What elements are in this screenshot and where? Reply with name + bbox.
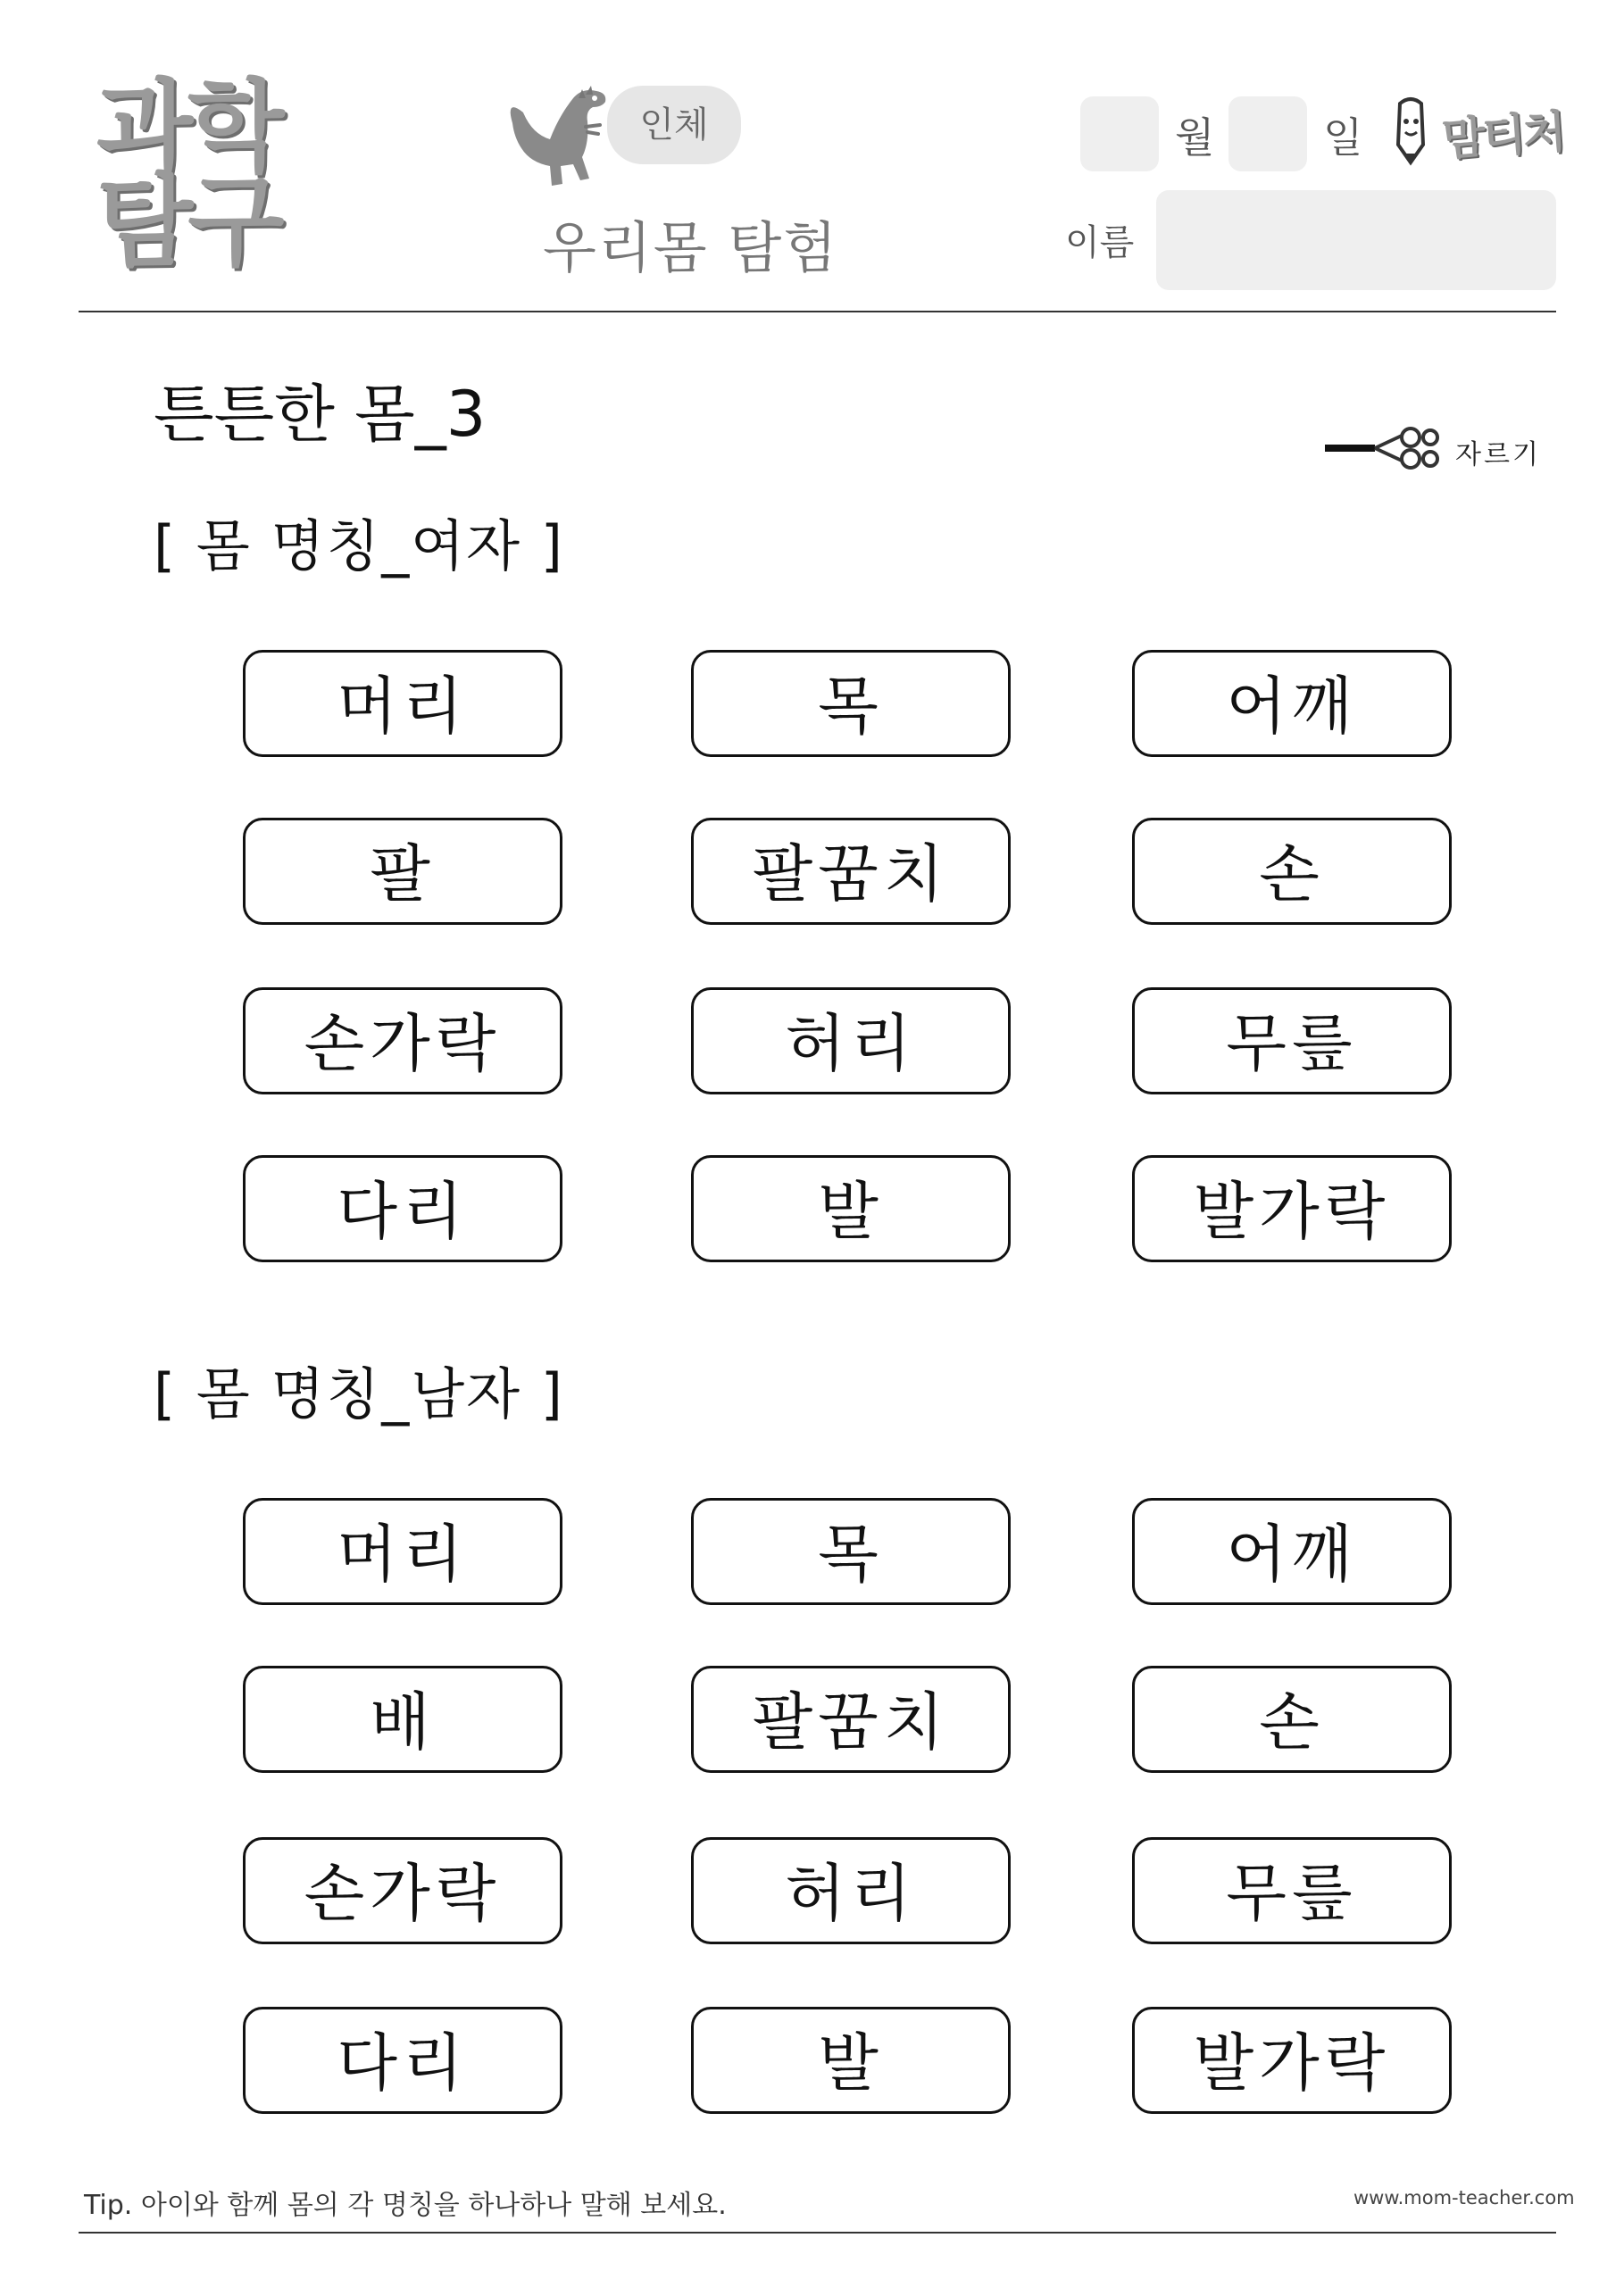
logo-line-2: 탐구 (96, 164, 279, 280)
body-part-card[interactable]: 팔꿈치 (691, 818, 1011, 925)
body-part-card[interactable]: 허리 (691, 987, 1011, 1094)
logo-line-1: 과학 (96, 70, 279, 186)
section-heading-male: [ 몸 명칭_남자 ] (154, 1361, 564, 1427)
body-part-card[interactable]: 손가락 (243, 1837, 562, 1944)
body-part-card[interactable]: 다리 (243, 1155, 562, 1262)
name-label: 이름 (1065, 222, 1135, 263)
header-divider (79, 311, 1556, 312)
body-part-card[interactable]: 목 (691, 1498, 1011, 1605)
dinosaur-icon (496, 80, 621, 198)
body-part-card[interactable]: 배 (243, 1666, 562, 1773)
footer-tip: Tip. 아이와 함께 몸의 각 명칭을 하나하나 말해 보세요. (84, 2190, 727, 2221)
body-part-card[interactable]: 머리 (243, 650, 562, 757)
body-part-card[interactable]: 손 (1132, 818, 1452, 925)
body-part-card[interactable]: 머리 (243, 1498, 562, 1605)
body-part-card[interactable]: 발 (691, 2007, 1011, 2114)
name-input[interactable] (1156, 190, 1556, 290)
day-label: 일 (1323, 113, 1363, 162)
day-input[interactable] (1228, 96, 1307, 171)
body-part-card[interactable]: 어깨 (1132, 650, 1452, 757)
pencil-mascot-icon (1386, 95, 1436, 166)
brand-logo: 맘티처 (1440, 105, 1566, 166)
body-part-card[interactable]: 손가락 (243, 987, 562, 1094)
body-part-card[interactable]: 팔꿈치 (691, 1666, 1011, 1773)
section-heading-female: [ 몸 명칭_여자 ] (154, 513, 564, 578)
worksheet-title: 튼튼한 몸_3 (154, 378, 487, 451)
cut-label: 자르기 (1455, 439, 1541, 470)
body-part-card[interactable]: 발 (691, 1155, 1011, 1262)
body-part-card[interactable]: 무릎 (1132, 1837, 1452, 1944)
body-part-card[interactable]: 허리 (691, 1837, 1011, 1944)
month-input[interactable] (1080, 96, 1159, 171)
month-label: 월 (1175, 113, 1215, 162)
unit-subtitle: 우리몸 탐험 (543, 215, 839, 280)
body-part-card[interactable]: 어깨 (1132, 1498, 1452, 1605)
category-badge: 인체 (607, 86, 741, 164)
footer-divider (79, 2232, 1556, 2234)
scissors-icon (1325, 427, 1441, 471)
body-part-card[interactable]: 팔 (243, 818, 562, 925)
body-part-card[interactable]: 손 (1132, 1666, 1452, 1773)
body-part-card[interactable]: 다리 (243, 2007, 562, 2114)
subject-logo (96, 70, 293, 286)
body-part-card[interactable]: 목 (691, 650, 1011, 757)
body-part-card[interactable]: 무릎 (1132, 987, 1452, 1094)
body-part-card[interactable]: 발가락 (1132, 1155, 1452, 1262)
body-part-card[interactable]: 발가락 (1132, 2007, 1452, 2114)
footer-website[interactable]: www.mom-teacher.com (1353, 2187, 1575, 2209)
